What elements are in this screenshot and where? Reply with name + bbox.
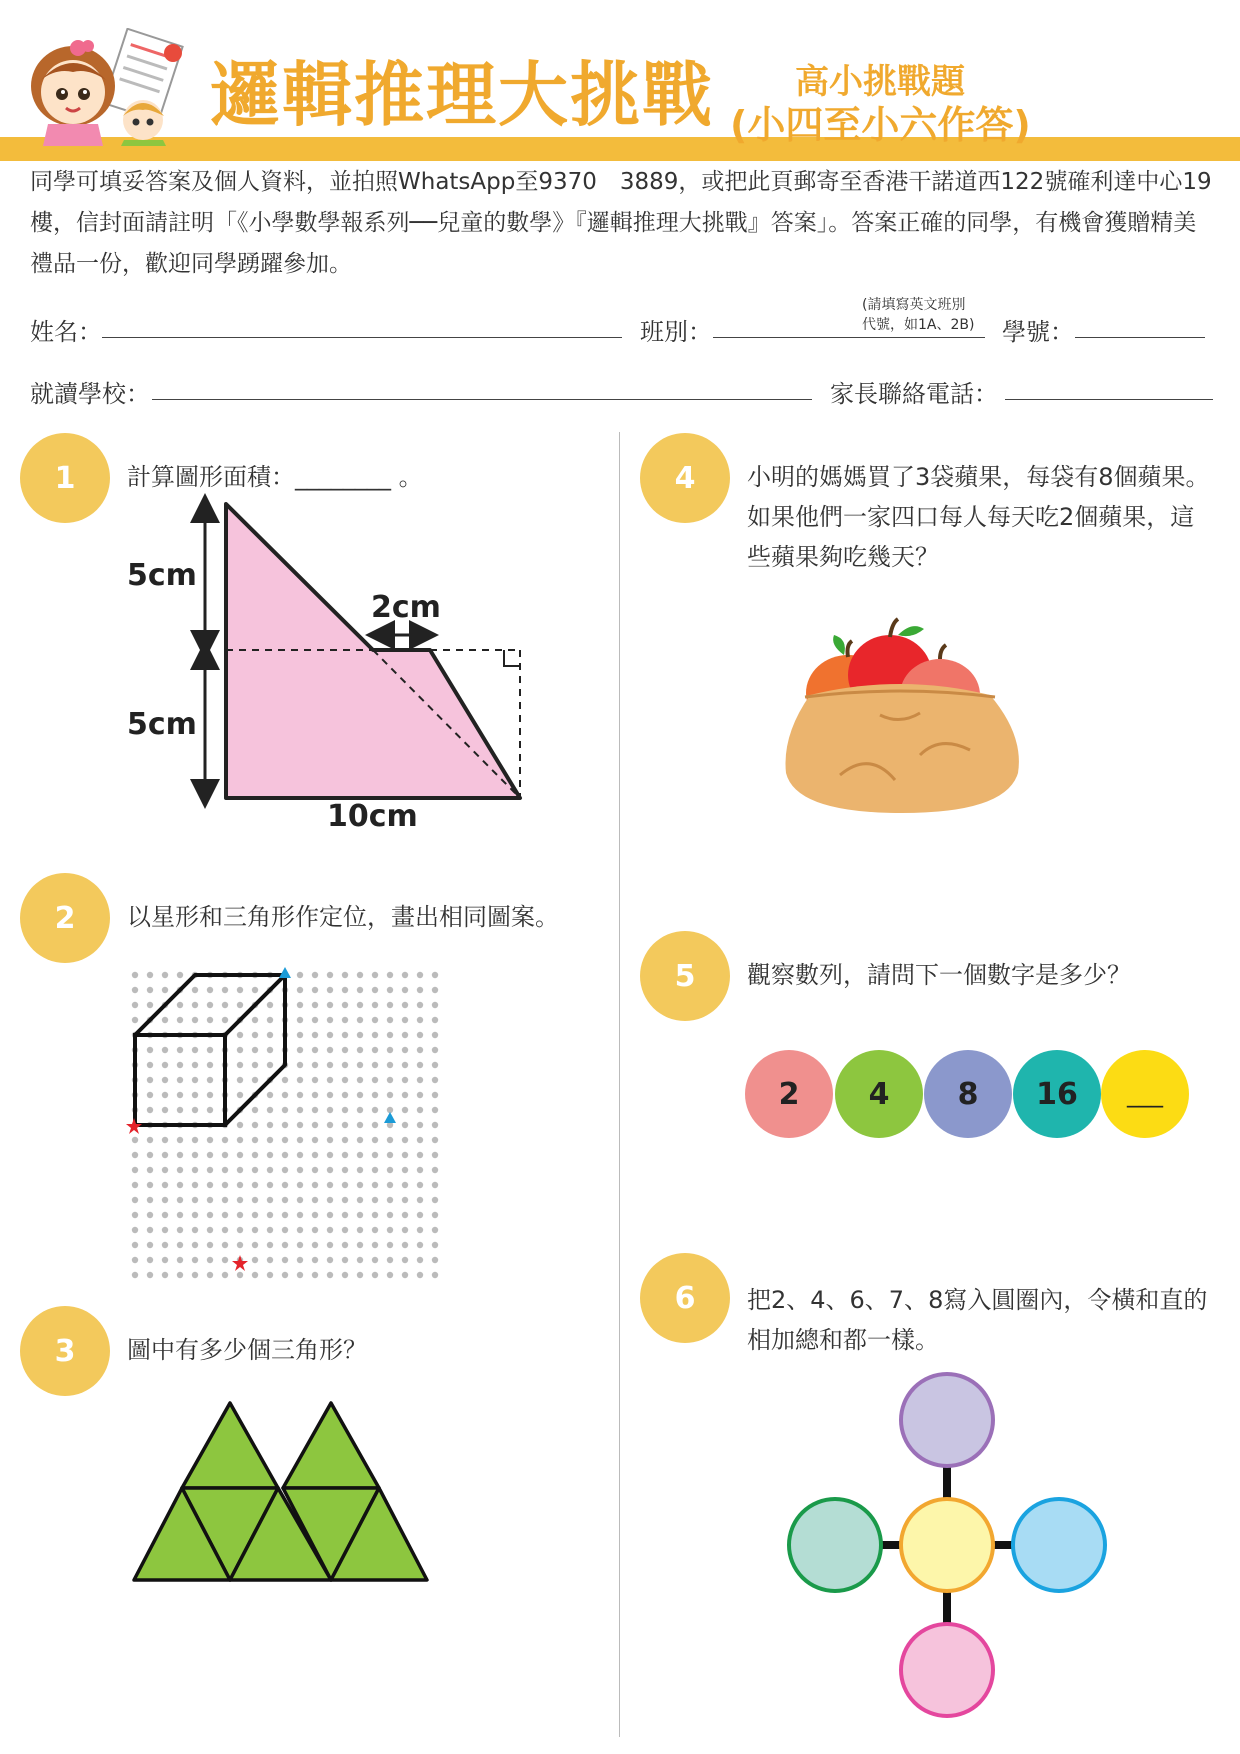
sequence-number-2: 4 <box>835 1050 923 1138</box>
parent-phone-label: 家長聯絡電話： <box>830 380 998 408</box>
name-label: 姓名： <box>30 318 102 346</box>
parent-phone-field[interactable] <box>1005 399 1213 400</box>
answer-circle-top[interactable] <box>901 1374 993 1466</box>
answer-circle-left[interactable] <box>789 1499 881 1591</box>
sequence-number-3: 8 <box>924 1050 1012 1138</box>
question-2-text: 以星形和三角形作定位，畫出相同圖案。 <box>127 903 559 931</box>
question-1-text[interactable]: 計算圖形面積：________ 。 <box>127 463 423 491</box>
question-1-figure <box>110 490 540 850</box>
apple-basket-icon <box>780 615 1025 815</box>
label-step-width: 2cm <box>371 590 441 625</box>
name-field[interactable] <box>102 337 622 338</box>
question-number-5: 5 <box>640 931 730 1021</box>
school-label: 就讀學校： <box>30 380 150 408</box>
triangle-figure <box>120 1395 440 1585</box>
answer-circle-center[interactable] <box>901 1499 993 1591</box>
triangle-marker-icon <box>384 1112 396 1123</box>
class-note-line2: 代號，如1A、2B) <box>862 317 975 333</box>
school-field[interactable] <box>152 399 812 400</box>
sequence-answer-blank[interactable]: ___ <box>1101 1050 1189 1138</box>
label-base-width: 10cm <box>327 799 418 834</box>
dot-grid-figure[interactable] <box>120 960 440 1280</box>
answer-circle-right[interactable] <box>1013 1499 1105 1591</box>
class-note-line1: (請填寫英文班別 <box>862 297 966 313</box>
class-field[interactable] <box>713 337 985 338</box>
question-6-text: 把2、4、6、7、8寫入圓圈內，令橫和直的相加總和都一樣。 <box>747 1286 1208 1354</box>
instructions-paragraph: 同學可填妥答案及個人資料，並拍照WhatsApp至9370 3889，或把此頁郵寄至香港干諾道西122號確利達中心19樓，信封面請註明「《小學數學報系列──兒童的數學》『邏輯推理大挑戰』答案」。答案正確的同學，有機會獲贈精美禮品一份，歡迎同學踴躍參加。 <box>30 169 1212 277</box>
label-bottom-height: 5cm <box>127 707 197 742</box>
page-subtitle-grades: (小四至小六作答) <box>730 103 1031 147</box>
student-number-label: 學號： <box>1002 318 1074 346</box>
student-number-field[interactable] <box>1075 337 1205 338</box>
page-subtitle-level: 高小挑戰題 <box>795 62 965 102</box>
question-4-text: 小明的媽媽買了3袋蘋果，每袋有8個蘋果。如果他們一家四口每人每天吃2個蘋果，這些蘋果夠吃幾天？ <box>747 463 1210 571</box>
label-top-height: 5cm <box>127 558 197 593</box>
question-number-3: 3 <box>20 1306 110 1396</box>
class-label: 班別： <box>640 318 712 346</box>
sequence-number-4: 16 <box>1013 1050 1101 1138</box>
sequence-number-1: 2 <box>745 1050 833 1138</box>
question-number-1: 1 <box>20 433 110 523</box>
column-divider <box>619 432 620 1737</box>
star-marker-icon <box>232 1255 248 1271</box>
question-number-2: 2 <box>20 873 110 963</box>
question-number-4: 4 <box>640 433 730 523</box>
triangle-marker-icon <box>279 967 291 978</box>
kids-mascot-icon <box>18 28 198 146</box>
circle-cross-diagram <box>780 1365 1120 1725</box>
question-5-text: 觀察數列，請問下一個數字是多少？ <box>747 961 1131 989</box>
question-3-text: 圖中有多少個三角形？ <box>127 1336 367 1364</box>
page-title: 邏輯推理大挑戰 <box>210 54 714 136</box>
answer-circle-bottom[interactable] <box>901 1624 993 1716</box>
question-number-6: 6 <box>640 1253 730 1343</box>
